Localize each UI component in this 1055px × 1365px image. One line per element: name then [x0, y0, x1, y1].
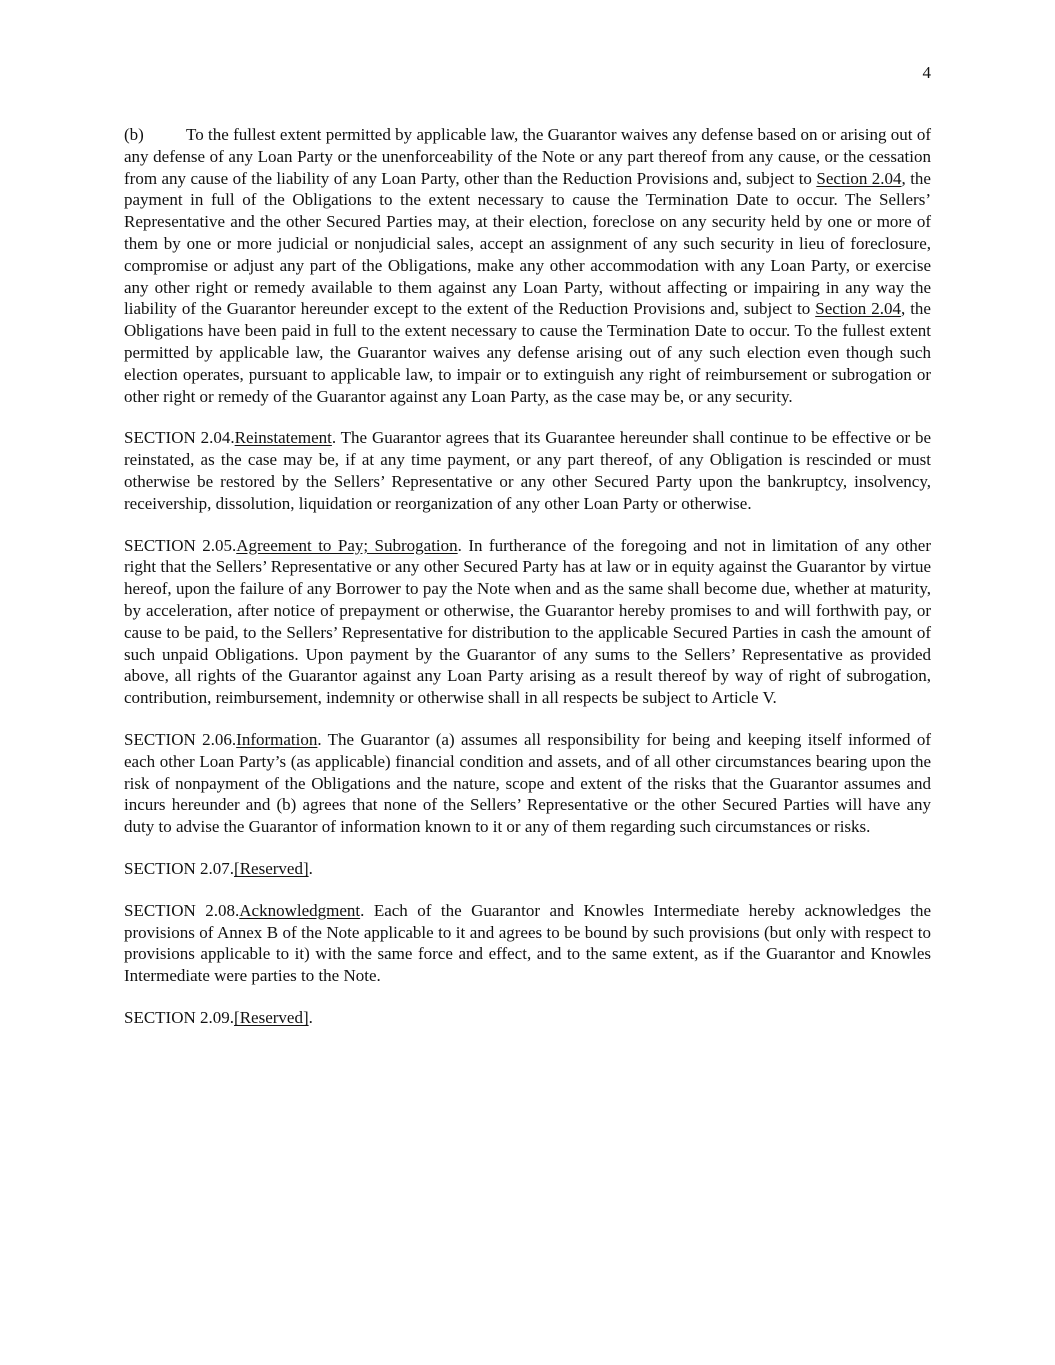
section-text: . The Guarantor agrees that its Guarantee hereunder shall continue to be effective or be reinstated, as the case may be, if at any time payment, or any part thereof, of any Obligation is rescinded or must otherwise be restored by the Sellers’ Representative or any other Secured Party upon the bankruptcy, insolvency, receivership, dissolution, liquidation or reorganization of any other Loan Party or otherwise. [124, 428, 931, 513]
section-reference: Section 2.04 [815, 299, 901, 319]
section-heading: Information [236, 729, 318, 749]
section-number: SECTION 2.04. [124, 428, 235, 448]
section-heading: Reinstatement [234, 428, 332, 448]
section-2-05 [124, 535, 931, 709]
section-heading: [Reserved] [234, 1007, 309, 1027]
section-number: SECTION 2.07. [124, 858, 235, 878]
page-number: 4 [922, 63, 931, 82]
section-number: SECTION 2.05. [124, 535, 237, 555]
section-text: . Each of the Guarantor and Knowles Intermediate hereby acknowledges the provisions of Annex B of the Note applicable to it and agrees to be bound by such provisions (but only with respect to provisions applicable to it) with the same force and effect, and to the same extent, as if the Guarantor and Knowles Intermediate were parties to the Note. [124, 900, 932, 986]
paragraph-text: , the Obligations have been paid in full to the extent necessary to cause the Termination Date to occur. To the fullest extent permitted by applicable law, the Guarantor waives any defense arising out of any such election even though such election operates, pursuant to applicable law, to impair or to extinguish any right of reimbursement or subrogation or other right or remedy of the Guarantor against any Loan Party, as the case may be, or any security. [124, 299, 931, 406]
section-number: SECTION 2.06. [124, 729, 237, 749]
section-heading: Agreement to Pay; Subrogation [236, 535, 458, 555]
section-number: SECTION 2.08. [124, 900, 240, 920]
paragraph-b [124, 124, 931, 407]
section-text: . [308, 858, 313, 878]
document-body [124, 124, 931, 1049]
section-text: . [308, 1007, 313, 1027]
section-text: . In furtherance of the foregoing and not in limitation of any other right that the Sellers’ Representative or any other Secured Party has at law or in equity against the Guarantor by virtue hereof, upon the failure of any Borrower to pay the Note when and as the same shall become due, whether at maturity, by acceleration, after notice of prepayment or otherwise, the Guarantor hereby promises to and will forthwith pay, or cause to be paid, to the Sellers’ Representative for distribution to the applicable Secured Parties in cash the amount of such unpaid Obligations. Upon payment by the Guarantor of any sums to the Sellers’ Representative as provided above, all rights of the Guarantor against any Loan Party arising as a result thereof by way of right of subrogation, contribution, reimbursement, indemnity or otherwise shall in all respects be subject to Article V. [124, 535, 932, 708]
section-2-04 [124, 427, 931, 514]
section-number: SECTION 2.09. [124, 1007, 235, 1027]
section-heading: [Reserved] [234, 858, 309, 878]
section-2-08 [124, 900, 931, 987]
paragraph-text: , the payment in full of the Obligations to the extent necessary to cause the Termination Date to occur. The Sellers’ Representative and the other Secured Parties may, at their election, foreclose on any security held by one or more of them by one or more judicial or nonjudicial sales, accept an assignment of any such security in lieu of foreclosure, compromise or adjust any part of the Obligations, make any other accommodation with any Loan Party, or exercise any other right or remedy available to them against any Loan Party, without affecting or impairing in any way the liability of the Guarantor hereunder except to the extent of the Reduction Provisions and, subject to [124, 168, 931, 319]
section-2-06 [124, 729, 931, 838]
section-heading: Acknowledgment [239, 900, 361, 920]
paragraph-text: To the fullest extent permitted by applicable law, the Guarantor waives any defense based on or arising out of any defense of any Loan Party or the unenforceability of the Note or any part thereof from any cause, or the cessation from any cause of the liability of any Loan Party, other than the Reduction Provisions and, subject to [124, 125, 931, 188]
section-2-07 [124, 858, 931, 880]
section-text: . The Guarantor (a) assumes all responsibility for being and keeping itself informed of each other Loan Party’s (as applicable) financial condition and assets, and of all other circumstances bearing upon the risk of nonpayment of the Obligations and the nature, scope and extent of the risks that the Guarantor assumes and incurs hereunder and (b) agrees that none of the Sellers’ Representative or the other Secured Parties will have any duty to advise the Guarantor of information known to it or any of them regarding such circumstances or risks. [124, 729, 931, 837]
section-reference: Section 2.04 [816, 168, 902, 188]
section-2-09 [124, 1007, 931, 1029]
paragraph-marker: (b) [124, 125, 144, 144]
